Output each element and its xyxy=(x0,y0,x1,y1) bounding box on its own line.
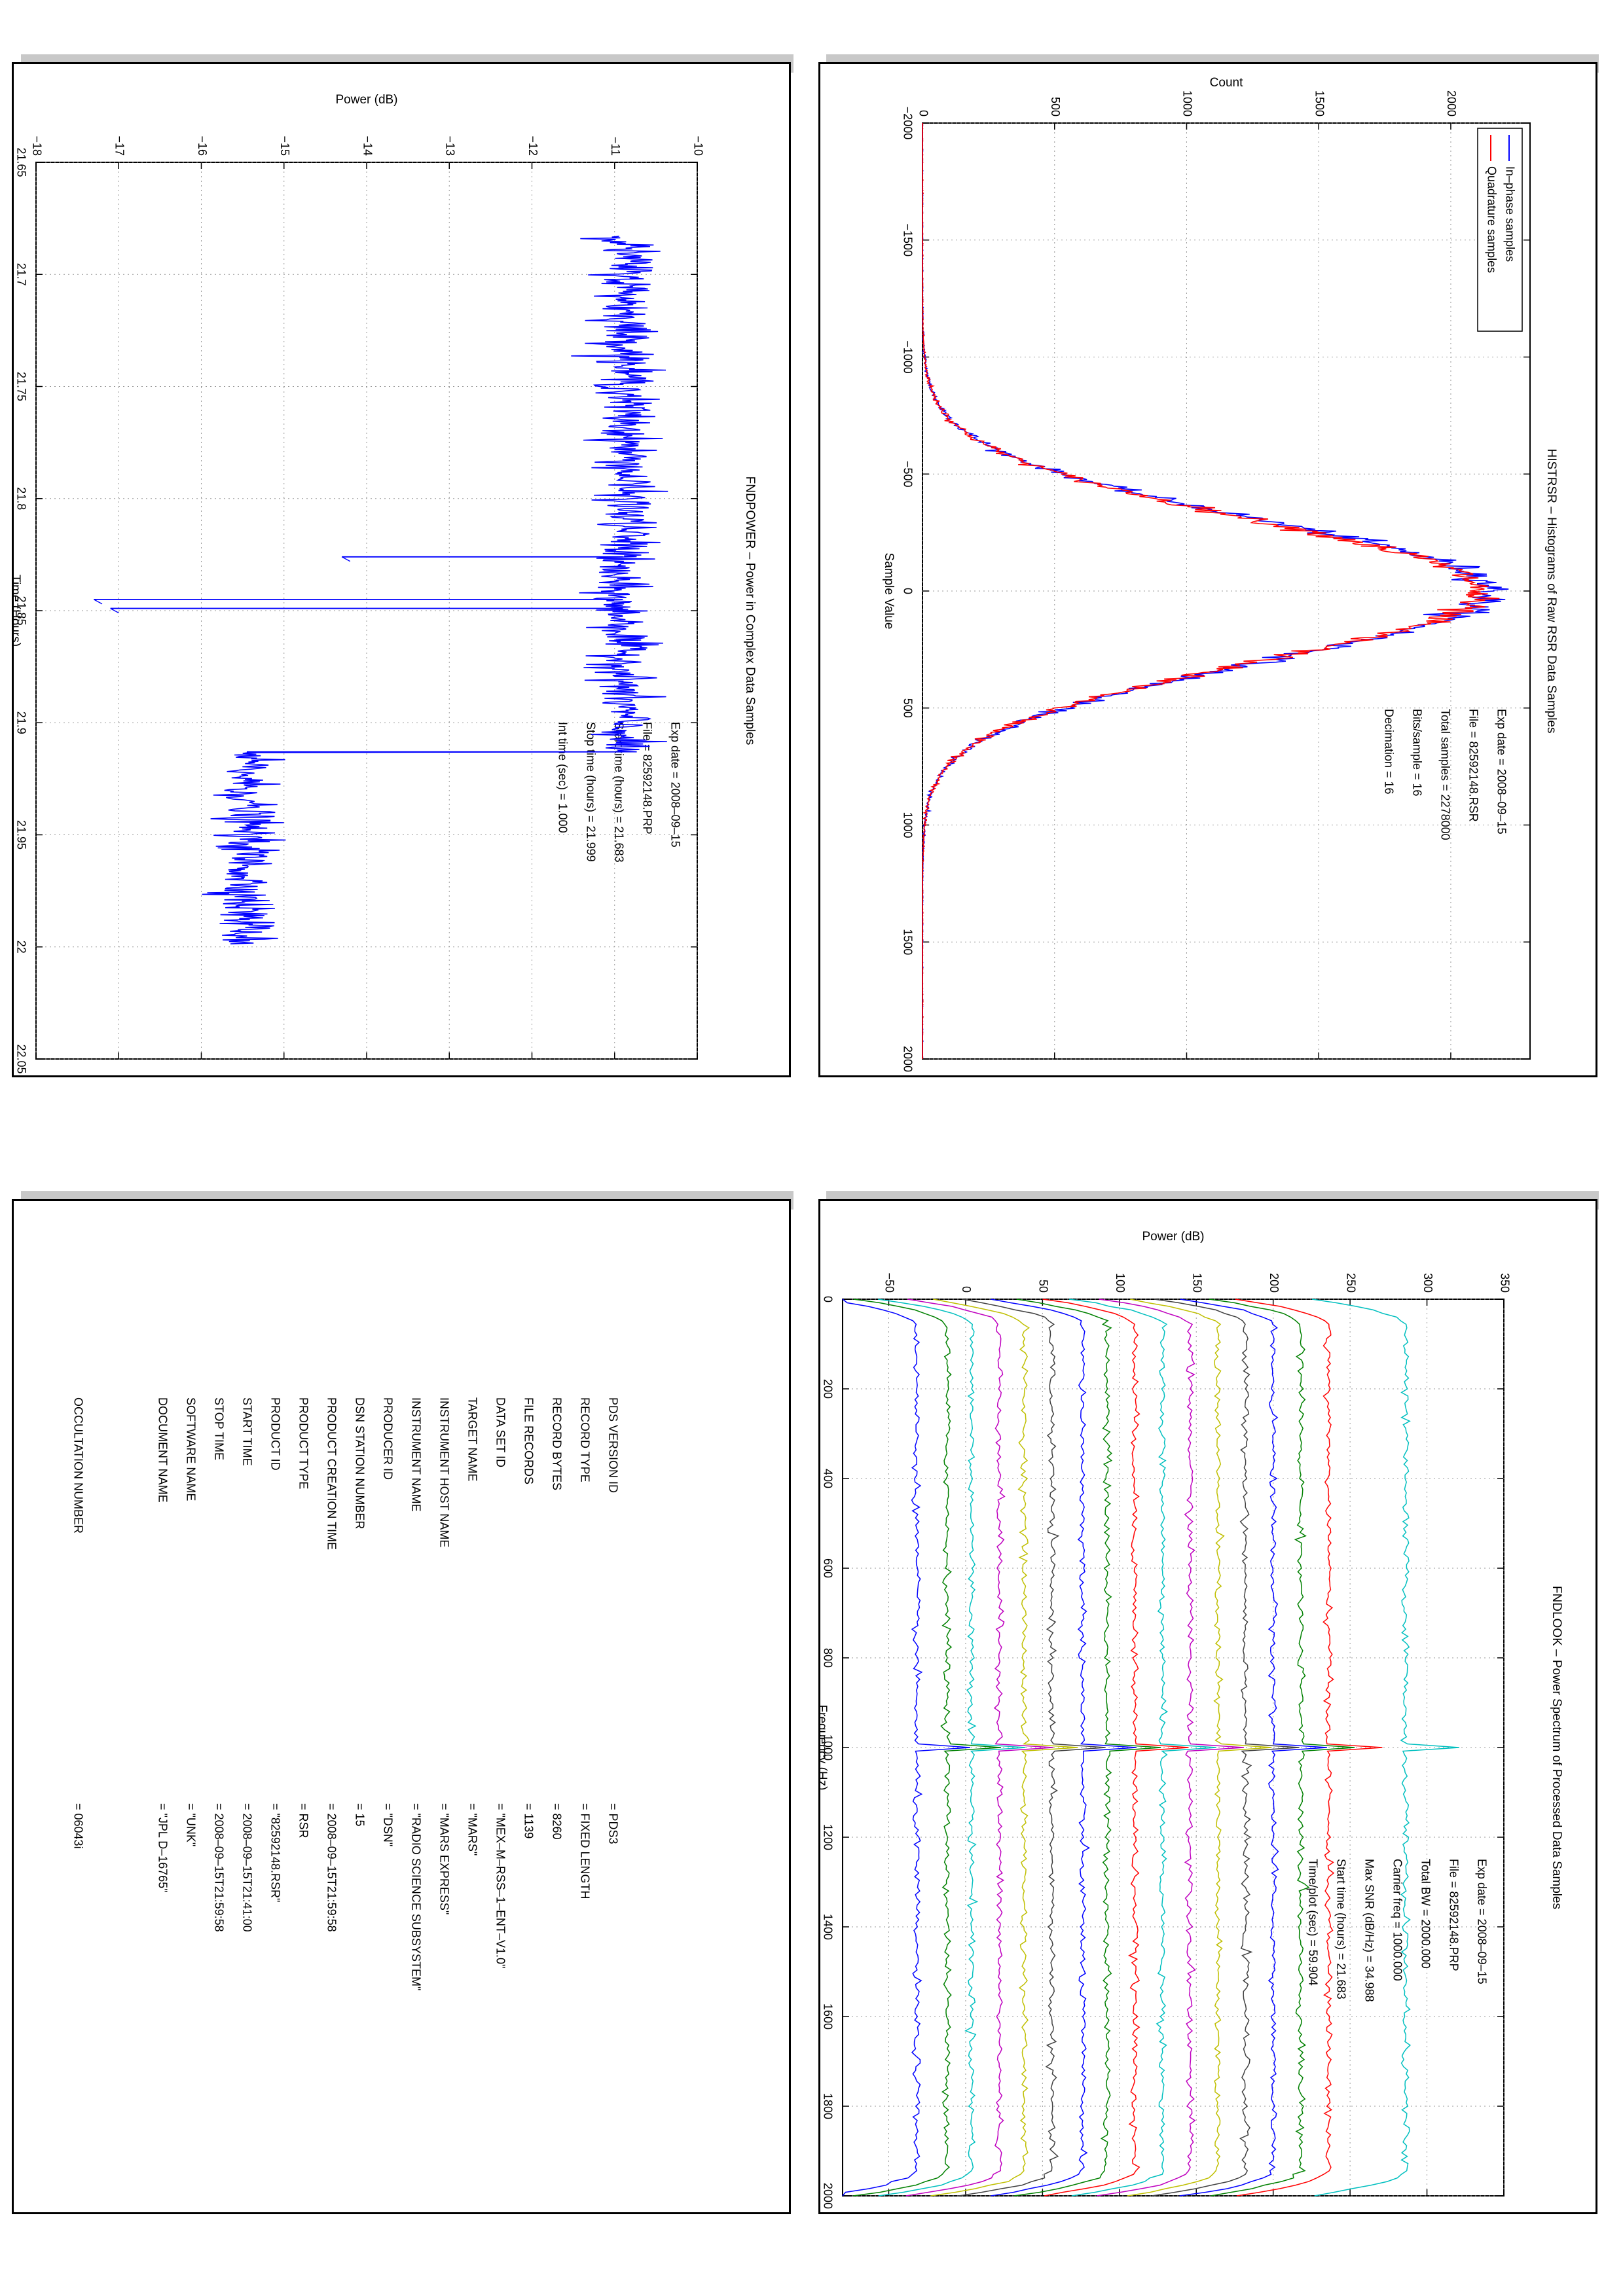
y-tick-label: 0 xyxy=(917,109,930,117)
info-line: Exp date = 2008–09–15 xyxy=(1495,709,1508,834)
label-key: DSN STATION NUMBER xyxy=(353,1397,367,1530)
label-key: PRODUCER ID xyxy=(381,1397,395,1480)
legend xyxy=(1478,128,1522,331)
label-value: = 8260 xyxy=(550,1803,564,1840)
info-line: Int time (sec) = 1.000 xyxy=(556,722,570,833)
label-key: OCCULTATION NUMBER xyxy=(71,1397,85,1534)
y-tick-label: 0 xyxy=(960,1285,974,1293)
label-key: PRODUCT TYPE xyxy=(297,1397,310,1490)
info-line: Start time (hours) = 21.683 xyxy=(1334,1859,1348,2000)
fndpower-panel xyxy=(12,62,791,1077)
label-value: = 2008–09–15T21:41:00 xyxy=(240,1803,254,1932)
y-tick-label: 50 xyxy=(1036,1279,1050,1293)
info-line: Carrier freq = 1000.000 xyxy=(1391,1859,1404,1981)
y-axis-label: Power (dB) xyxy=(1142,1230,1205,1244)
x-tick-label: 21.8 xyxy=(14,487,28,511)
fndlook-chart xyxy=(820,1201,1596,2212)
x-tick-label: 1500 xyxy=(901,929,915,956)
power-dip xyxy=(342,557,350,562)
inphase-series-line xyxy=(922,123,1508,1059)
label-listing xyxy=(14,1201,789,2212)
power-series-line xyxy=(202,236,668,944)
info-line: Time/plot (sec) = 59.904 xyxy=(1306,1859,1320,1986)
x-tick-label: 22 xyxy=(14,940,28,954)
rotated-plot-group xyxy=(820,1230,1563,2209)
label-key: SOFTWARE NAME xyxy=(184,1397,198,1501)
power-dip xyxy=(94,600,102,604)
x-tick-label: 500 xyxy=(901,698,915,718)
x-tick-label: 0 xyxy=(821,1295,835,1303)
label-key: PRODUCT ID xyxy=(268,1397,282,1471)
label-key: RECORD BYTES xyxy=(550,1397,564,1491)
quadrature-series-line xyxy=(922,123,1499,1059)
y-tick-label: 200 xyxy=(1267,1272,1281,1293)
info-line: Total BW = 2000.000 xyxy=(1419,1859,1432,1969)
label-value: = 2008–09–15T21:59:58 xyxy=(212,1803,226,1932)
y-tick-label: 1000 xyxy=(1180,90,1194,117)
info-line: Stop time (hours) = 21.999 xyxy=(584,722,598,862)
x-tick-label: −2000 xyxy=(901,106,915,140)
chart-title: HISTRSR – Histograms of Raw RSR Data Samples xyxy=(1544,448,1558,734)
x-tick-label: 21.75 xyxy=(14,371,28,402)
y-tick-label: 350 xyxy=(1498,1272,1512,1293)
y-tick-label: −11 xyxy=(609,136,622,156)
info-line: Total samples = 2278000 xyxy=(1438,709,1452,840)
label-value: = "MARS EXPRESS" xyxy=(437,1803,451,1915)
label-value: = 1139 xyxy=(522,1803,536,1839)
label-value: = FIXED LENGTH xyxy=(578,1803,592,1899)
x-tick-label: 2000 xyxy=(901,1045,915,1073)
y-tick-label: −15 xyxy=(278,135,291,156)
y-tick-label: 500 xyxy=(1048,96,1062,117)
x-tick-label: 400 xyxy=(821,1468,835,1489)
x-tick-label: −1000 xyxy=(901,340,915,374)
y-axis-label: Count xyxy=(1209,76,1243,90)
power-dip xyxy=(111,609,119,613)
y-tick-label: −12 xyxy=(526,135,539,156)
x-tick-label: 1600 xyxy=(821,2003,835,2030)
y-tick-label: 150 xyxy=(1190,1272,1204,1293)
label-key: FILE RECORDS xyxy=(522,1397,536,1485)
y-tick-label: −13 xyxy=(443,135,457,156)
label-value: = "MARS" xyxy=(465,1803,479,1856)
y-axis-label: Power (dB) xyxy=(335,93,398,107)
label-value: = "DSN" xyxy=(381,1803,395,1847)
y-tick-label: 300 xyxy=(1421,1272,1434,1293)
label-key: START TIME xyxy=(240,1397,254,1466)
x-axis-label: Frequency (Hz) xyxy=(820,1704,829,1791)
x-tick-label: 21.7 xyxy=(14,262,28,286)
rotated-plot-group xyxy=(71,1397,619,1990)
label-value: = "82592148.RSR" xyxy=(268,1803,282,1903)
label-value: = "MEX–M–RSS–1–ENT–V1.0" xyxy=(494,1803,507,1969)
legend-entry: Quadrature samples xyxy=(1485,166,1499,274)
y-tick-label: 1500 xyxy=(1313,90,1326,117)
spectrum-series-line xyxy=(1180,1299,1327,2196)
label-key: PRODUCT CREATION TIME xyxy=(325,1397,338,1551)
rotated-plot-group xyxy=(882,76,1558,1072)
x-tick-label: 21.65 xyxy=(14,147,28,177)
fndlook-panel xyxy=(818,1199,1597,2214)
info-line: Start time (hours) = 21.683 xyxy=(612,722,626,863)
y-tick-label: 100 xyxy=(1114,1272,1127,1293)
info-line: File = 82592148.RSR xyxy=(1467,709,1480,822)
x-tick-label: 1000 xyxy=(821,1734,835,1761)
x-tick-label: 200 xyxy=(821,1378,835,1399)
label-value: = "RADIO SCIENCE SUBSYSTEM" xyxy=(409,1803,423,1991)
y-tick-label: −18 xyxy=(30,135,44,156)
label-key: RECORD TYPE xyxy=(578,1397,592,1482)
fndpower-chart xyxy=(14,64,789,1075)
label-key: STOP TIME xyxy=(212,1397,226,1461)
x-tick-label: 2000 xyxy=(821,2182,835,2210)
y-tick-label: −14 xyxy=(361,135,374,156)
x-tick-label: 22.05 xyxy=(14,1044,28,1074)
info-line: Max SNR (dB/Hz) = 34.988 xyxy=(1362,1859,1376,2002)
x-axis-label: Sample Value xyxy=(881,552,896,630)
x-tick-label: −500 xyxy=(901,460,915,488)
x-tick-label: 600 xyxy=(821,1558,835,1579)
legend-entry: In–phase samples xyxy=(1503,166,1517,262)
label-key: INSTRUMENT NAME xyxy=(409,1397,423,1512)
x-tick-label: 21.95 xyxy=(14,819,28,850)
label-key: DATA SET ID xyxy=(494,1397,507,1468)
spectrum-series-line xyxy=(1209,1299,1355,2196)
label-value: = 2008–09–15T21:59:58 xyxy=(325,1803,338,1932)
y-tick-label: −50 xyxy=(883,1272,896,1293)
label-value: = 15 xyxy=(353,1803,367,1827)
info-line: File = 82592148.PRP xyxy=(1447,1859,1461,1971)
histrsr-panel xyxy=(818,62,1597,1077)
chart-title: FNDLOOK – Power Spectrum of Processed Data Samples xyxy=(1549,1585,1563,1910)
spectrum-series-line xyxy=(1043,1299,1189,2196)
info-line: Exp date = 2008–09–15 xyxy=(1475,1859,1489,1984)
x-tick-label: 1800 xyxy=(821,2092,835,2120)
y-tick-label: −10 xyxy=(691,135,705,156)
label-value: = 06043i xyxy=(71,1803,85,1849)
info-line: Bits/sample = 16 xyxy=(1410,709,1424,797)
x-tick-label: 1000 xyxy=(901,812,915,838)
x-axis-label: Time (Hours) xyxy=(14,574,22,647)
label-value: = "UNK" xyxy=(184,1803,198,1847)
x-tick-label: 1200 xyxy=(821,1823,835,1851)
x-tick-label: 800 xyxy=(821,1647,835,1668)
label-value: = RSR xyxy=(297,1803,310,1839)
label-key: TARGET NAME xyxy=(465,1397,479,1482)
x-tick-label: 21.9 xyxy=(14,711,28,734)
histrsr-chart xyxy=(820,64,1596,1075)
x-tick-label: 21.85 xyxy=(14,596,28,626)
chart-title: FNDPOWER – Power in Complex Data Samples xyxy=(742,476,757,745)
y-tick-label: −16 xyxy=(195,135,209,156)
x-tick-label: 1400 xyxy=(821,1913,835,1941)
info-line: File = 82592148.PRP xyxy=(640,722,654,834)
label-key: PDS VERSION ID xyxy=(606,1397,620,1494)
x-tick-label: 0 xyxy=(901,587,915,595)
y-tick-label: −17 xyxy=(113,135,126,156)
rotated-plot-group xyxy=(14,93,757,1074)
spectrum-series-line xyxy=(1235,1299,1383,2196)
label-panel xyxy=(12,1199,791,2214)
label-value: = PDS3 xyxy=(606,1803,620,1844)
label-key: DOCUMENT NAME xyxy=(156,1397,170,1503)
info-line: Decimation = 16 xyxy=(1382,709,1396,795)
label-value: = "JPL D–16765" xyxy=(156,1803,170,1893)
info-line: Exp date = 2008–09–15 xyxy=(668,722,682,848)
x-tick-label: −1500 xyxy=(901,223,915,257)
spectrum-series-line xyxy=(1152,1299,1299,2196)
y-tick-label: 250 xyxy=(1344,1272,1358,1293)
y-tick-label: 2000 xyxy=(1445,90,1459,117)
label-key: INSTRUMENT HOST NAME xyxy=(437,1397,451,1548)
